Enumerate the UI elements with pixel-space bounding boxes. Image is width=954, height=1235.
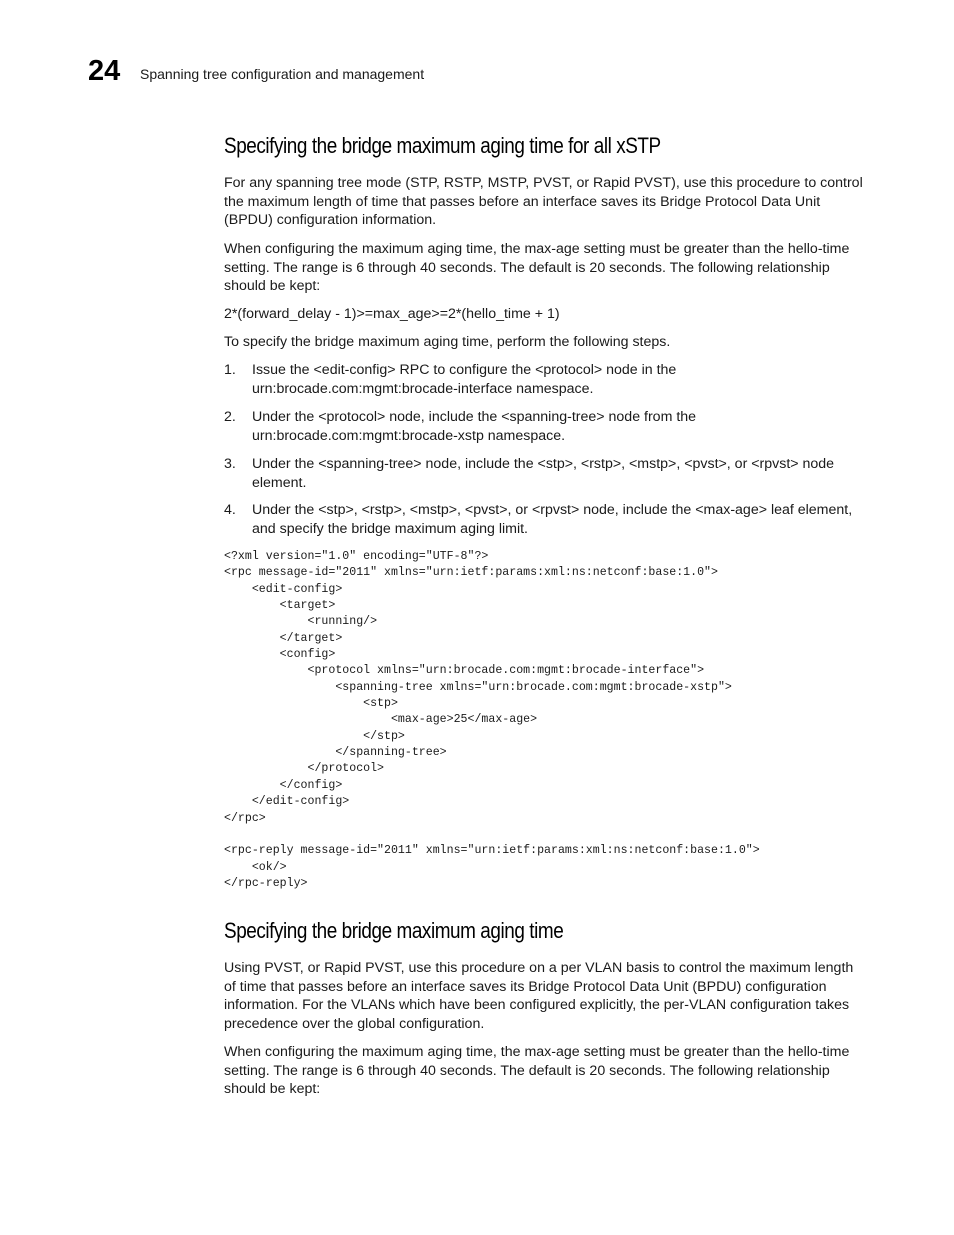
list-item [224,361,869,398]
list-item [224,501,869,538]
section1-intro-paragraph: For any spanning tree mode (STP, RSTP, MSTP, PVST, or Rapid PVST), use this procedure to control the maximum length of time that passes before an interface saves its Bridge Protocol Data Unit (BPDU) configuration information. [224,175,863,229]
step-text: Under the <spanning-tree> node, include the <stp>, <rstp>, <mstp>, <pvst>, or <rpvst> node element. [252,456,835,491]
step-number: 4. [224,502,236,518]
section-heading-all-xstp: Specifying the bridge maximum aging time for all xSTP [224,133,661,158]
list-item [224,455,869,492]
list-item [224,408,869,445]
section-heading-max-aging-time: Specifying the bridge maximum aging time [224,918,564,943]
step-number: 3. [224,456,236,472]
chapter-number: 24 [88,55,121,87]
section2-max-age-paragraph: When configuring the maximum aging time, the max-age setting must be greater than the hello-time setting. The range is 6 through 40 seconds. The default is 20 seconds. The following relationship should be kept: [224,1044,850,1098]
step-number: 2. [224,409,236,425]
step-text: Under the <stp>, <rstp>, <mstp>, <pvst>, or <rpvst> node, include the <max-age> leaf element, and specify the bridge maximum aging limit. [252,502,853,537]
timing-formula: 2*(forward_delay - 1)>=max_age>=2*(hello_time + 1) [224,306,560,322]
step-text: Issue the <edit-config> RPC to configure the <protocol> node in the urn:brocade.com:mgmt:brocade-interface namespace. [252,362,677,397]
step-number: 1. [224,362,236,378]
step-text: Under the <protocol> node, include the <spanning-tree> node from the urn:brocade.com:mgmt:brocade-xstp namespace. [252,409,697,444]
steps-intro: To specify the bridge maximum aging time, perform the following steps. [224,334,671,350]
xml-code-example: <?xml version="1.0" encoding="UTF-8"?> <rpc message-id="2011" xmlns="urn:ietf:params:xml:ns:netconf:base:1.0"> <edit-config> <target> <running/> </target> <config> <protocol xmlns="urn:brocade.com:mgmt:brocade-interface"> <spanning-tree xmlns="urn:brocade.com:mgmt:brocade-xstp"> <stp> <max-age>25</max-age> </stp> </spanning-tree> </protocol> </config> </edit-config> </rpc> <rpc-reply message-id="2011" xmlns="urn:ietf:params:xml:ns:netconf:base:1.0"> <ok/> </rpc-reply> [224,550,760,890]
section1-max-age-paragraph: When configuring the maximum aging time, the max-age setting must be greater than the hello-time setting. The range is 6 through 40 seconds. The default is 20 seconds. The following relationship should be kept: [224,241,850,295]
chapter-title: Spanning tree configuration and management [140,66,425,82]
section2-intro-paragraph: Using PVST, or Rapid PVST, use this procedure on a per VLAN basis to control the maximum length of time that passes before an interface saves its Bridge Protocol Data Unit (BPDU) configuration information. For the VLANs which have been configured explicitly, the per-VLAN configuration takes precedence over the global configuration. [224,960,854,1032]
